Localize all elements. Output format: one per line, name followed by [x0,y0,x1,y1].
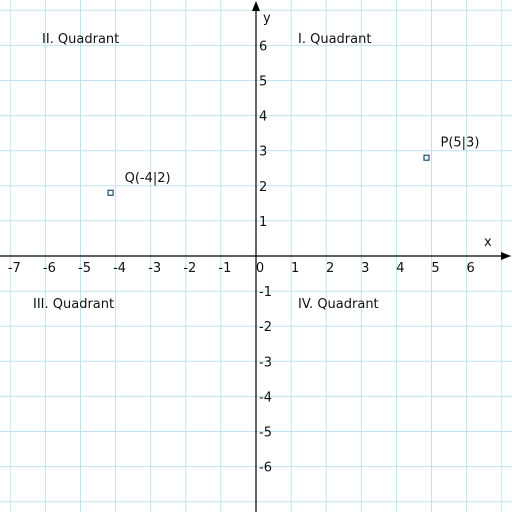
x-tick-label: 2 [326,261,335,276]
point-label: P(5|3) [440,135,480,151]
y-tick-label: -1 [259,285,272,301]
y-tick-label: 2 [259,179,268,195]
x-tick-label: -2 [183,261,197,276]
y-tick-label: -2 [259,320,272,336]
x-tick-label: -6 [42,261,56,276]
x-tick-label: 3 [361,261,370,276]
y-axis-label: y [263,11,271,26]
y-tick-label: 6 [259,39,268,55]
x-tick-label: 0 [255,261,265,276]
y-tick-label: -6 [259,460,272,476]
y-tick-label: -4 [259,390,272,406]
quadrant-3-label: III. Quadrant [33,297,115,312]
x-tick-label: -4 [113,261,127,276]
x-tick-label: -1 [218,261,232,276]
x-tick-label: -3 [148,261,162,276]
y-tick-label: 1 [259,214,268,230]
point-marker [424,155,429,160]
y-tick-label: -5 [259,425,272,441]
quadrant-2-label: II. Quadrant [42,32,120,47]
quadrant-1-label: I. Quadrant [298,32,372,47]
x-axis-label: x [484,235,492,250]
y-tick-label: 5 [259,74,268,90]
x-tick-label: -5 [78,261,91,276]
point-label: Q(-4|2) [124,170,171,186]
y-tick-label: 4 [259,109,268,125]
point-marker [108,190,113,195]
x-tick-label: 6 [466,261,475,276]
y-tick-label: -3 [259,355,272,371]
x-tick-label: -7 [7,261,21,276]
x-tick-label: 5 [431,261,440,276]
quadrant-4-label: IV. Quadrant [298,297,379,312]
x-tick-label: 4 [396,261,405,276]
x-tick-label: 1 [290,261,300,276]
y-tick-label: 3 [259,144,268,160]
